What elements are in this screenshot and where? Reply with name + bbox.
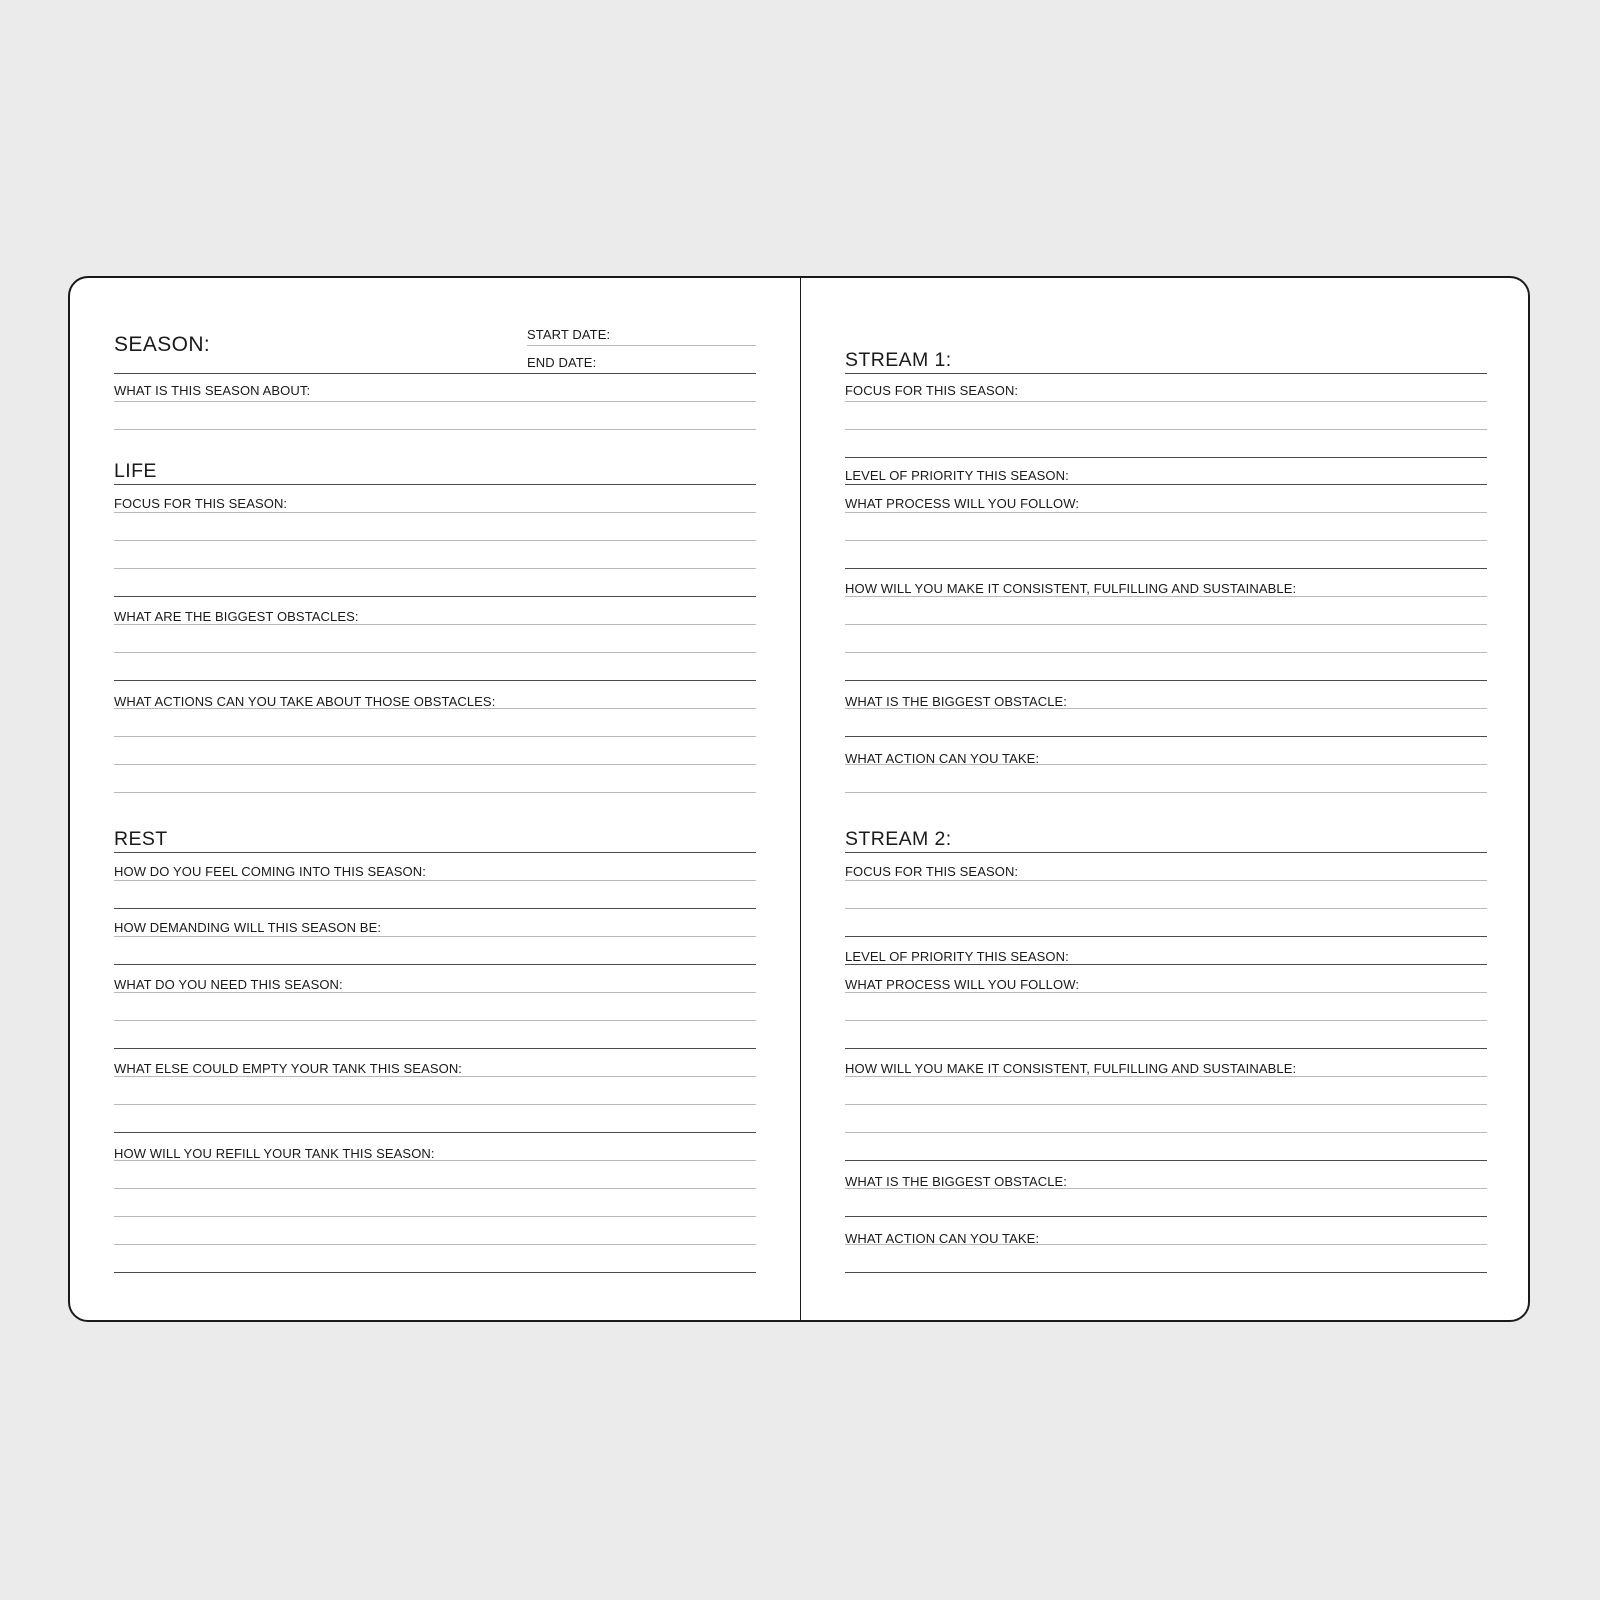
stream1-priority-label: LEVEL OF PRIORITY THIS SEASON:	[845, 468, 1069, 483]
ruled-line[interactable]	[114, 1020, 756, 1021]
ruled-line[interactable]	[114, 908, 756, 909]
ruled-line[interactable]	[845, 736, 1487, 737]
ruled-line[interactable]	[114, 936, 756, 937]
life-actions-label: WHAT ACTIONS CAN YOU TAKE ABOUT THOSE OBSTACLES:	[114, 694, 496, 709]
stream1-heading: STREAM 1:	[845, 349, 952, 371]
ruled-line[interactable]	[114, 373, 756, 374]
ruled-line[interactable]	[845, 484, 1487, 485]
rest-refill-tank-label: HOW WILL YOU REFILL YOUR TANK THIS SEASON:	[114, 1146, 435, 1161]
rest-empty-tank-label: WHAT ELSE COULD EMPTY YOUR TANK THIS SEASON:	[114, 1061, 463, 1076]
ruled-line[interactable]	[114, 429, 756, 430]
ruled-line[interactable]	[114, 1216, 756, 1217]
stream1-focus-label: FOCUS FOR THIS SEASON:	[845, 383, 1019, 398]
stream2-obstacle-label: WHAT IS THE BIGGEST OBSTACLE:	[845, 1174, 1068, 1189]
ruled-line[interactable]	[845, 540, 1487, 541]
stream2-focus-label: FOCUS FOR THIS SEASON:	[845, 864, 1019, 879]
ruled-line[interactable]	[845, 852, 1487, 853]
ruled-line[interactable]	[845, 1272, 1487, 1273]
life-focus-label: FOCUS FOR THIS SEASON:	[114, 496, 288, 511]
ruled-line[interactable]	[114, 1188, 756, 1189]
stream2-process-label: WHAT PROCESS WILL YOU FOLLOW:	[845, 977, 1080, 992]
ruled-line[interactable]	[114, 880, 756, 881]
ruled-line[interactable]	[845, 764, 1487, 765]
ruled-line[interactable]	[114, 992, 756, 993]
stream2-heading: STREAM 2:	[845, 828, 952, 850]
ruled-line[interactable]	[114, 736, 756, 737]
ruled-line[interactable]	[114, 1048, 756, 1049]
stream1-obstacle-label: WHAT IS THE BIGGEST OBSTACLE:	[845, 694, 1068, 709]
ruled-line[interactable]	[845, 964, 1487, 965]
ruled-line[interactable]	[114, 964, 756, 965]
ruled-line[interactable]	[845, 624, 1487, 625]
stream1-action-label: WHAT ACTION CAN YOU TAKE:	[845, 751, 1040, 766]
planner-spread	[68, 276, 1530, 1322]
ruled-line[interactable]	[114, 708, 756, 709]
ruled-line[interactable]	[845, 652, 1487, 653]
ruled-line[interactable]	[114, 852, 756, 853]
ruled-line[interactable]	[114, 1272, 756, 1273]
ruled-line[interactable]	[845, 792, 1487, 793]
stream2-priority-label: LEVEL OF PRIORITY THIS SEASON:	[845, 949, 1069, 964]
ruled-line[interactable]	[845, 1048, 1487, 1049]
spine-divider	[800, 278, 801, 1320]
rest-demanding-label: HOW DEMANDING WILL THIS SEASON BE:	[114, 920, 382, 935]
ruled-line[interactable]	[845, 1132, 1487, 1133]
season-heading: SEASON:	[114, 333, 211, 356]
ruled-line[interactable]	[845, 512, 1487, 513]
ruled-line[interactable]	[845, 568, 1487, 569]
stream1-consistent-label: HOW WILL YOU MAKE IT CONSISTENT, FULFILLING AND SUSTAINABLE:	[845, 581, 1297, 596]
ruled-line[interactable]	[845, 936, 1487, 937]
ruled-line[interactable]	[845, 708, 1487, 709]
ruled-line[interactable]	[114, 1076, 756, 1077]
ruled-line[interactable]	[845, 1076, 1487, 1077]
ruled-line[interactable]	[845, 457, 1487, 458]
ruled-line[interactable]	[114, 624, 756, 625]
ruled-line[interactable]	[114, 792, 756, 793]
ruled-line[interactable]	[845, 1216, 1487, 1217]
ruled-line[interactable]	[114, 512, 756, 513]
rest-heading: REST	[114, 828, 168, 850]
ruled-line[interactable]	[114, 540, 756, 541]
ruled-line[interactable]	[114, 680, 756, 681]
ruled-line[interactable]	[845, 1020, 1487, 1021]
life-heading: LIFE	[114, 460, 157, 482]
rest-feel-label: HOW DO YOU FEEL COMING INTO THIS SEASON:	[114, 864, 426, 879]
stream1-process-label: WHAT PROCESS WILL YOU FOLLOW:	[845, 496, 1080, 511]
ruled-line[interactable]	[845, 1160, 1487, 1161]
ruled-line[interactable]	[114, 1244, 756, 1245]
ruled-line[interactable]	[845, 908, 1487, 909]
ruled-line[interactable]	[114, 1132, 756, 1133]
ruled-line[interactable]	[845, 680, 1487, 681]
ruled-line[interactable]	[114, 1160, 756, 1161]
stream2-action-label: WHAT ACTION CAN YOU TAKE:	[845, 1231, 1040, 1246]
ruled-line[interactable]	[114, 764, 756, 765]
season-about-label: WHAT IS THIS SEASON ABOUT:	[114, 383, 311, 398]
ruled-line[interactable]	[845, 373, 1487, 374]
ruled-line[interactable]	[845, 429, 1487, 430]
ruled-line[interactable]	[845, 596, 1487, 597]
ruled-line[interactable]	[845, 992, 1487, 993]
ruled-line[interactable]	[845, 880, 1487, 881]
start-date-label: START DATE:	[527, 327, 611, 342]
ruled-line[interactable]	[114, 568, 756, 569]
ruled-line[interactable]	[845, 1244, 1487, 1245]
life-obstacles-label: WHAT ARE THE BIGGEST OBSTACLES:	[114, 609, 359, 624]
ruled-line[interactable]	[845, 1188, 1487, 1189]
ruled-line[interactable]	[527, 345, 756, 346]
rest-need-label: WHAT DO YOU NEED THIS SEASON:	[114, 977, 343, 992]
ruled-line[interactable]	[114, 652, 756, 653]
ruled-line[interactable]	[114, 596, 756, 597]
ruled-line[interactable]	[845, 401, 1487, 402]
ruled-line[interactable]	[114, 401, 756, 402]
ruled-line[interactable]	[114, 1104, 756, 1105]
ruled-line[interactable]	[114, 484, 756, 485]
end-date-label: END DATE:	[527, 355, 597, 370]
ruled-line[interactable]	[845, 1104, 1487, 1105]
stream2-consistent-label: HOW WILL YOU MAKE IT CONSISTENT, FULFILLING AND SUSTAINABLE:	[845, 1061, 1297, 1076]
